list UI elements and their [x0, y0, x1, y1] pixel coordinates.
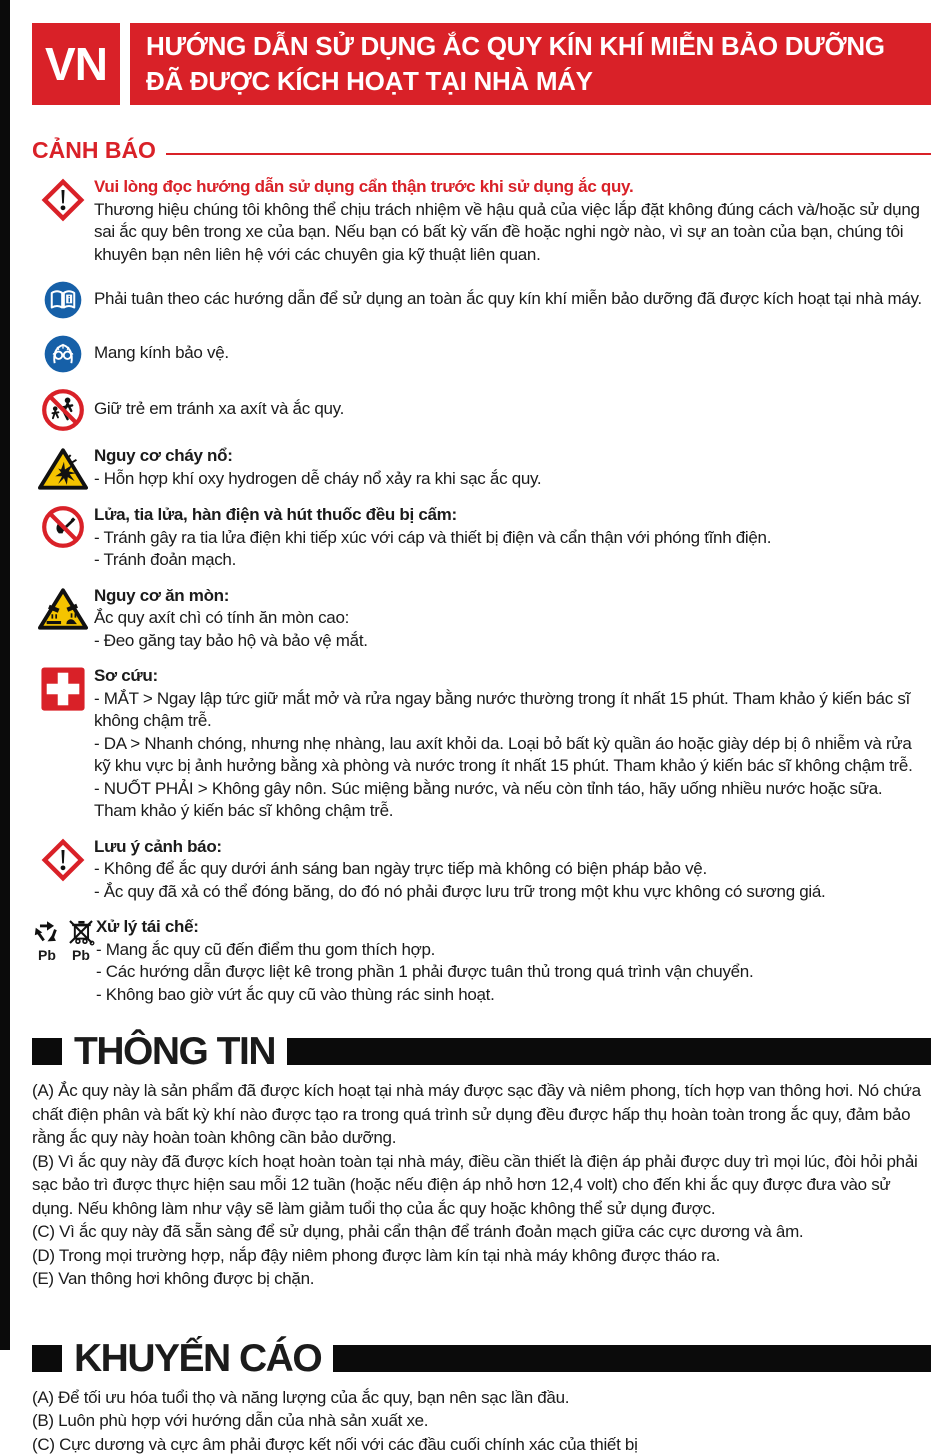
item-title: Lửa, tia lửa, hàn điện và hút thuốc đều bị cấm: — [94, 504, 927, 527]
warning-item-text — [94, 665, 931, 823]
warning-item-text — [94, 445, 931, 491]
item-line: Ắc quy axít chì có tính ăn mòn cao: — [94, 607, 927, 630]
info-section-banner — [32, 1032, 931, 1071]
page-title-line2: ĐÃ ĐƯỢC KÍCH HOẠT TẠI NHÀ MÁY — [146, 64, 915, 99]
left-edge-strip — [0, 0, 10, 1350]
ghs-exclamation-diamond-icon — [32, 836, 94, 904]
warning-item-corrosion — [32, 585, 931, 653]
item-line: - DA > Nhanh chóng, nhưng nhẹ nhàng, lau axít khỏi da. Loại bỏ bất kỳ quần áo hoặc giày dép bị ô nhiễm và rửa kỹ khu vực bị ảnh hưởng bằng xà phòng và nước trong ít nhất 15 phút. Tham khảo ý kiến bác sĩ không chậm trễ. — [94, 733, 927, 778]
item-line: - MẮT > Ngay lập tức giữ mắt mở và rửa ngay bằng nước thường trong ít nhất 15 phút. Tham khảo ý kiến bác sĩ không chậm trễ. — [94, 688, 927, 733]
warning-item-text — [94, 342, 931, 365]
warning-item-text — [94, 836, 931, 904]
corrosion-hazard-icon — [32, 585, 94, 653]
advice-heading: KHUYẾN CÁO — [74, 1339, 321, 1378]
read-manual-icon — [32, 279, 94, 320]
item-line: - Các hướng dẫn được liệt kê trong phần 1 phải được tuân thủ trong quá trình vận chuyển. — [96, 961, 927, 984]
info-paragraph-c: (C) Vì ắc quy này đã sẵn sàng để sử dụng, phải cẩn thận để tránh đoản mạch giữa các cực dương và âm. — [32, 1220, 931, 1244]
banner-bar — [287, 1038, 931, 1065]
pb-label: Pb — [72, 948, 90, 962]
warning-item-keep-children-away — [32, 387, 931, 432]
item-line: - Mang ắc quy cũ đến điểm thu gom thích hợp. — [96, 939, 927, 962]
warning-heading-text: CẢNH BÁO — [32, 137, 156, 164]
warning-item-text — [94, 288, 931, 311]
header — [32, 23, 931, 105]
battery-instruction-sheet — [10, 0, 945, 1456]
warning-item-read-instructions — [32, 176, 931, 266]
no-trash-bin-icon — [66, 917, 96, 962]
advice-paragraph-b: (B) Luôn phù hợp với hướng dẫn của nhà sản xuất xe. — [32, 1409, 931, 1433]
warning-item-follow-manual — [32, 279, 931, 320]
warning-item-wear-goggles — [32, 333, 931, 374]
page-title-line1: HƯỚNG DẪN SỬ DỤNG ẮC QUY KÍN KHÍ MIỄN BẢO DƯỠNG — [146, 29, 915, 64]
warning-heading-rule — [166, 153, 931, 155]
warning-item-first-aid — [32, 665, 931, 823]
item-line: - Tránh đoản mạch. — [94, 549, 927, 572]
item-title: Sơ cứu: — [94, 665, 927, 688]
info-paragraph-b: (B) Vì ắc quy này đã được kích hoạt hoàn toàn tại nhà máy, điều cần thiết là điện áp phải được duy trì mọi lúc, đòi hỏi phải sạc bảo trì được thực hiện sau mỗi 12 tuần (hoặc nếu điện áp nhỏ hơn 12,4 volt) cho đến khi ắc quy được đưa vào sử dụng. Nếu không làm như vậy sẽ làm giảm tuổi thọ của ắc quy hoặc không thể sử dụng được. — [32, 1150, 931, 1221]
warning-item-explosion-hazard — [32, 445, 931, 491]
warning-item-caution-notes — [32, 836, 931, 904]
advice-paragraph-a: (A) Để tối ưu hóa tuổi thọ và năng lượng của ắc quy, bạn nên sạc lần đầu. — [32, 1386, 931, 1410]
no-fire-no-smoking-icon — [32, 504, 94, 572]
advice-paragraphs — [32, 1386, 931, 1456]
banner-square — [32, 1038, 62, 1065]
advice-paragraph-c: (C) Cực dương và cực âm phải được kết nối với các đầu cuối chính xác của thiết bị — [32, 1433, 931, 1456]
recycle-mobius-pb-icon — [32, 917, 62, 962]
warning-item-text — [96, 916, 931, 1006]
recycle-pb-and-no-trash-bin-icon — [32, 916, 96, 1006]
advice-section-banner — [32, 1339, 931, 1378]
page-title — [130, 23, 931, 105]
info-paragraph-a: (A) Ắc quy này là sản phẩm đã được kích hoạt tại nhà máy được sạc đầy và niêm phong, tích hợp van thông hơi. Nó chứa chất điện phân và bất kỳ khí nào được tạo ra trong quá trình sử dụng đều được hấp thụ hoàn toàn trong ắc quy, đảm bảo rằng ắc quy này hoàn toàn không cần bảo dưỡng. — [32, 1079, 931, 1150]
item-body: Mang kính bảo vệ. — [94, 342, 927, 365]
warning-item-text — [94, 398, 931, 421]
explosion-hazard-icon — [32, 445, 94, 491]
item-body: Giữ trẻ em tránh xa axít và ắc quy. — [94, 398, 927, 421]
item-title: Xử lý tái chế: — [96, 916, 927, 939]
safety-goggles-icon — [32, 333, 94, 374]
item-line: - Hỗn hợp khí oxy hydrogen dễ cháy nổ xảy ra khi sạc ắc quy. — [94, 468, 927, 491]
info-paragraph-d: (D) Trong mọi trường hợp, nắp đậy niêm phong được làm kín tại nhà máy không được tháo ra. — [32, 1244, 931, 1268]
item-line: - NUỐT PHẢI > Không gây nôn. Súc miệng bằng nước, và nếu còn tỉnh táo, hãy uống nhiều nước hoặc sữa. Tham khảo ý kiến bác sĩ không chậm trễ. — [94, 778, 927, 823]
warning-item-no-fire — [32, 504, 931, 572]
item-line: - Không bao giờ vứt ắc quy cũ vào thùng rác sinh hoạt. — [96, 984, 927, 1007]
warning-item-text — [94, 585, 931, 653]
item-body: Phải tuân theo các hướng dẫn để sử dụng an toàn ắc quy kín khí miễn bảo dưỡng đã được kích hoạt tại nhà máy. — [94, 288, 927, 311]
warning-items — [32, 176, 931, 1006]
info-heading: THÔNG TIN — [74, 1032, 275, 1071]
item-line: - Không để ắc quy dưới ánh sáng ban ngày trực tiếp mà không có biện pháp bảo vệ. — [94, 858, 927, 881]
item-line: - Tránh gây ra tia lửa điện khi tiếp xúc với cáp và thiết bị điện và cẩn thận với phóng tĩnh điện. — [94, 527, 927, 550]
item-title: Nguy cơ cháy nổ: — [94, 445, 927, 468]
item-line: - Ắc quy đã xả có thể đóng băng, do đó nó phải được lưu trữ trong một khu vực không có sương giá. — [94, 881, 927, 904]
warning-item-recycling — [32, 916, 931, 1006]
language-badge: VN — [32, 23, 120, 105]
warning-item-text — [94, 176, 931, 266]
ghs-exclamation-diamond-icon — [32, 176, 94, 266]
item-line: - Đeo găng tay bảo hộ và bảo vệ mắt. — [94, 630, 927, 653]
item-title: Lưu ý cảnh báo: — [94, 836, 927, 859]
item-title: Nguy cơ ăn mòn: — [94, 585, 927, 608]
item-lead: Vui lòng đọc hướng dẫn sử dụng cẩn thận trước khi sử dụng ắc quy. — [94, 176, 927, 199]
warning-section-heading — [32, 137, 931, 164]
banner-bar — [333, 1345, 931, 1372]
item-body: Thương hiệu chúng tôi không thể chịu trách nhiệm về hậu quả của việc lắp đặt không đúng cách và/hoặc sử dụng sai ắc quy bên trong xe của bạn. Nếu bạn có bất kỳ vấn đề hoặc nghi ngờ nào, vì sự an toàn của bạn, chúng tôi khuyên bạn nên liên hệ với các chuyên gia kỹ thuật liên quan. — [94, 199, 927, 267]
warning-item-text — [94, 504, 931, 572]
banner-square — [32, 1345, 62, 1372]
info-paragraphs — [32, 1079, 931, 1291]
keep-children-away-icon — [32, 387, 94, 432]
pb-label: Pb — [38, 948, 56, 962]
info-paragraph-e: (E) Van thông hơi không được bị chặn. — [32, 1267, 931, 1291]
first-aid-cross-icon — [32, 665, 94, 823]
